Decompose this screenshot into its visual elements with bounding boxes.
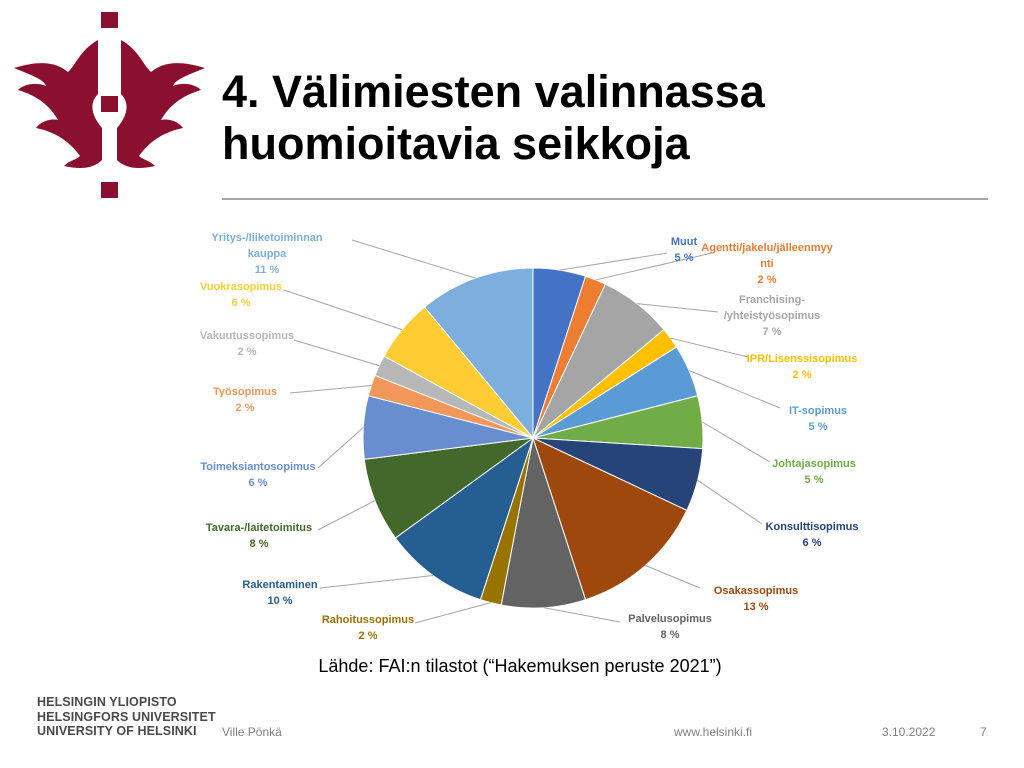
slice-label-4 bbox=[789, 405, 847, 433]
slice-label-line: Työsopimus bbox=[213, 386, 277, 398]
slice-label-11 bbox=[206, 522, 312, 550]
leader-line-5 bbox=[702, 422, 770, 462]
slice-label-line: 8 % bbox=[660, 629, 680, 641]
slice-label-line: /yhteistyösopimus bbox=[723, 310, 821, 322]
slice-label-1 bbox=[701, 242, 833, 286]
slice-label-2 bbox=[724, 294, 821, 338]
university-name-fi: HELSINGIN YLIOPISTO bbox=[37, 695, 177, 709]
slice-label-line: kauppa bbox=[247, 248, 287, 260]
leader-line-1 bbox=[596, 253, 712, 280]
slice-label-line: Muut bbox=[670, 236, 698, 248]
slice-label-line: 6 % bbox=[248, 477, 268, 489]
slice-label-line: Toimeksiantosopimus bbox=[200, 461, 316, 473]
slice-label-7 bbox=[714, 585, 798, 613]
slice-label-line: 5 % bbox=[804, 474, 824, 486]
slice-label-line: 8 % bbox=[249, 538, 269, 550]
footer-author: Ville Pönkä bbox=[222, 725, 282, 739]
slice-label-line: 10 % bbox=[267, 595, 293, 607]
slice-label-0 bbox=[671, 236, 698, 264]
leader-line-2 bbox=[637, 304, 718, 312]
university-name-en: UNIVERSITY OF HELSINKI bbox=[37, 724, 197, 738]
slice-label-line: 2 % bbox=[237, 346, 257, 358]
leader-line-4 bbox=[689, 370, 780, 408]
leader-line-15 bbox=[284, 290, 402, 330]
slice-label-line: Johtajasopimus bbox=[772, 458, 856, 470]
slice-label-line: 2 % bbox=[358, 630, 378, 642]
slice-label-line: nti bbox=[760, 258, 774, 270]
slice-label-line: IPR/Lisenssisopimus bbox=[746, 353, 858, 365]
leader-line-12 bbox=[318, 427, 363, 468]
chart-source-note: Lähde: FAI:n tilastot (“Hakemuksen peruste 2021”) bbox=[318, 656, 722, 676]
leader-line-9 bbox=[415, 603, 491, 623]
slice-label-12 bbox=[200, 461, 315, 489]
slide-title-line-1: 4. Välimiesten valinnassa bbox=[222, 66, 765, 117]
leader-line-6 bbox=[698, 480, 762, 524]
slice-label-line: Osakassopimus bbox=[713, 585, 799, 597]
slice-label-6 bbox=[766, 521, 859, 549]
slice-label-line: Agentti/jakelu/jälleenmyy bbox=[701, 242, 833, 254]
slice-label-14 bbox=[200, 330, 294, 358]
slice-label-line: 11 % bbox=[254, 264, 280, 276]
slide-title-line-2: huomioitavia seikkoja bbox=[222, 118, 690, 169]
slice-label-line: 2 % bbox=[757, 274, 777, 286]
slice-label-line: Franchising- bbox=[738, 294, 806, 306]
leader-line-13 bbox=[290, 385, 371, 393]
footer-date: 3.10.2022 bbox=[882, 725, 936, 739]
slice-label-9 bbox=[322, 614, 414, 642]
slice-label-line: Tavara-/laitetoimitus bbox=[205, 522, 313, 534]
slice-label-16 bbox=[211, 232, 323, 276]
slice-label-line: Rahoitussopimus bbox=[321, 614, 415, 626]
leader-line-3 bbox=[671, 338, 748, 357]
slice-label-line: Vuokrasopimus bbox=[199, 281, 283, 293]
slice-label-line: 7 % bbox=[762, 326, 782, 338]
slice-label-8 bbox=[628, 613, 712, 641]
slice-label-line: 5 % bbox=[674, 252, 694, 264]
pie-slices bbox=[363, 268, 703, 608]
slice-label-line: 13 % bbox=[743, 601, 769, 613]
slice-label-line: 6 % bbox=[802, 537, 822, 549]
leader-line-11 bbox=[318, 501, 375, 530]
leader-line-8 bbox=[544, 608, 620, 622]
university-wordmark bbox=[37, 695, 216, 739]
leader-line-14 bbox=[294, 340, 379, 366]
footer-page-number: 7 bbox=[980, 725, 987, 739]
slice-label-10 bbox=[242, 579, 317, 607]
slice-label-5 bbox=[772, 458, 856, 486]
slice-label-line: Yritys-/liiketoiminnan bbox=[211, 232, 323, 244]
slice-label-line: Vakuutussopimus bbox=[199, 330, 295, 342]
slice-label-15 bbox=[200, 281, 282, 309]
slice-label-line: 2 % bbox=[235, 402, 255, 414]
footer-website: www.helsinki.fi bbox=[674, 725, 753, 739]
slice-label-line: Palvelusopimus bbox=[628, 613, 712, 625]
slice-label-line: 2 % bbox=[792, 369, 812, 381]
slice-label-line: 5 % bbox=[808, 421, 828, 433]
slice-label-line: Rakentaminen bbox=[242, 579, 318, 591]
slice-label-line: Konsulttisopimus bbox=[765, 521, 859, 533]
slice-label-line: IT-sopimus bbox=[788, 405, 848, 417]
leader-line-16 bbox=[352, 240, 475, 278]
slice-label-line: 6 % bbox=[231, 297, 251, 309]
slice-label-13 bbox=[213, 386, 277, 414]
slice-label-3 bbox=[747, 353, 858, 381]
university-name-sv: HELSINGFORS UNIVERSITET bbox=[37, 709, 216, 724]
leader-line-10 bbox=[320, 576, 433, 588]
leader-line-7 bbox=[645, 566, 700, 588]
